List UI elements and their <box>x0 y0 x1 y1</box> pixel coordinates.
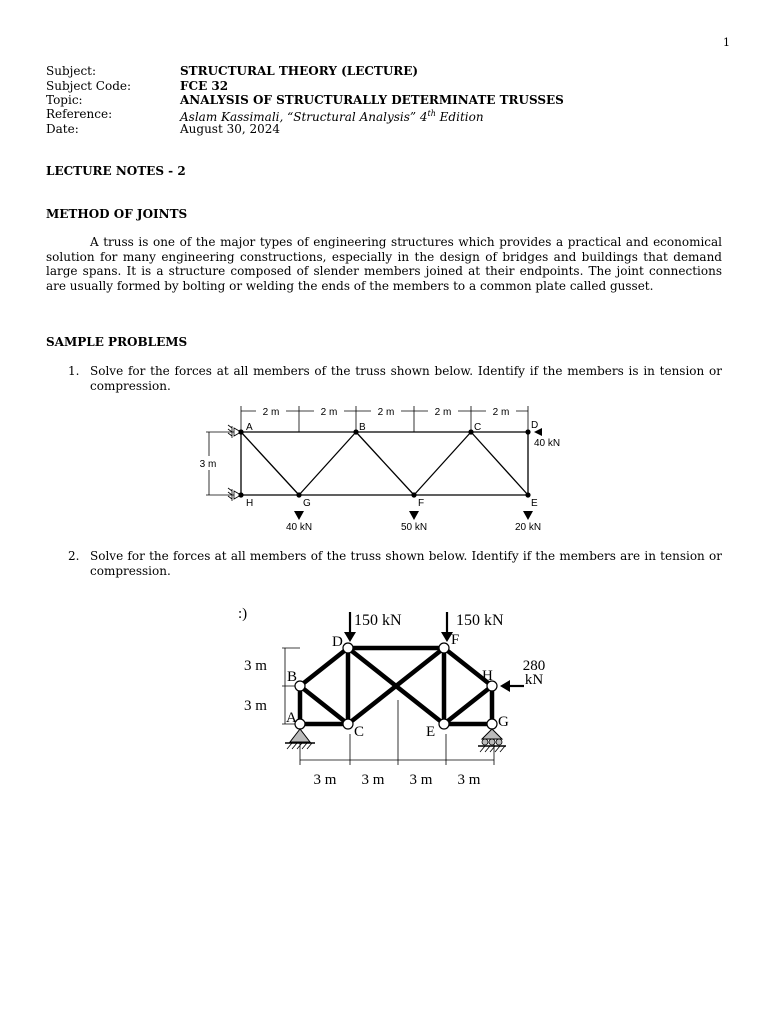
sample-problems-title: SAMPLE PROBLEMS <box>46 335 188 349</box>
subject-value: STRUCTURAL THEORY (LECTURE) <box>180 64 419 78</box>
span-label-2-2: 3 m <box>361 772 385 788</box>
node-label-a-2: A <box>286 710 297 726</box>
span-label-2-4: 3 m <box>457 772 481 788</box>
load-label-f: 50 kN <box>400 522 428 533</box>
node-label-d: D <box>531 420 539 431</box>
node-label-f-2: F <box>451 632 460 648</box>
node-label-a: A <box>246 422 253 433</box>
side-load-unit: kN <box>524 672 544 688</box>
span-label-2-3: 3 m <box>409 772 433 788</box>
date-value: August 30, 2024 <box>180 122 281 136</box>
span-label-1: 2 m <box>262 407 280 418</box>
date-label: Date: <box>46 122 79 136</box>
node-label-g-2: G <box>498 714 509 730</box>
load-label-e: 20 kN <box>514 522 542 533</box>
pin-support-a <box>285 729 315 749</box>
height-label-1: 3 m <box>244 658 267 674</box>
truss-figure-1 <box>190 398 590 538</box>
topic-value: ANALYSIS OF STRUCTURALLY DETERMINATE TRUSSES <box>180 93 564 107</box>
dimension-lines-2 <box>282 648 494 765</box>
node-label-e: E <box>531 498 538 509</box>
span-label-4: 2 m <box>434 407 452 418</box>
dimension-lines-1 <box>206 406 528 495</box>
subject-code-value: FCE 32 <box>180 79 229 93</box>
problem-2-text: Solve for the forces at all members of the truss shown below. Identify if the members are in tension or compression. <box>90 549 722 578</box>
span-label-2-1: 3 m <box>313 772 337 788</box>
node-label-d-2: D <box>332 634 343 650</box>
node-label-e-2: E <box>426 724 436 740</box>
node-label-c-2: C <box>354 724 365 740</box>
node-label-g: G <box>303 498 311 509</box>
truss-members-2 <box>300 648 492 724</box>
roller-support-g <box>478 729 506 752</box>
topic-label: Topic: <box>46 93 83 107</box>
truss-figure-2 <box>230 600 560 795</box>
reference-edition: Edition <box>435 110 484 124</box>
intro-paragraph-text: A truss is one of the major types of engineering structures which provides a practical and economical solution for many engineering constructions, especially in the design of bridges and buildings that demand large spans. It is a structure composed of slender members joined at their endpoints. The joint connections are usually formed by bolting or welding the ends of the members to a common plate called gusset. <box>46 235 722 294</box>
node-label-h-2: H <box>482 668 493 684</box>
load-label-f: 150 kN <box>456 612 504 629</box>
intro-paragraph <box>46 235 722 294</box>
load-label-d: 150 kN <box>354 612 402 629</box>
span-label-3: 2 m <box>377 407 395 418</box>
corner-mark: :) <box>238 606 248 622</box>
load-label-g: 40 kN <box>285 522 313 533</box>
subject-code-label: Subject Code: <box>46 79 132 93</box>
lecture-title: LECTURE NOTES - 2 <box>46 164 186 178</box>
node-label-c: C <box>474 422 482 433</box>
reference-label: Reference: <box>46 107 113 121</box>
side-load-label: 40 kN <box>534 438 561 449</box>
height-label-2: 3 m <box>244 698 267 714</box>
node-label-b: B <box>359 422 366 433</box>
problem-2-number: 2. <box>68 549 80 563</box>
side-load-value: 280 <box>522 658 546 674</box>
node-label-h: H <box>246 498 254 509</box>
section-title: METHOD OF JOINTS <box>46 207 188 221</box>
node-label-b-2: B <box>287 669 298 685</box>
reference-title: Aslam Kassimali, “Structural Analysis” 4 <box>180 110 428 124</box>
problem-1-text: Solve for the forces at all members of the truss shown below. Identify if the members is in tension or compression. <box>90 364 722 393</box>
problem-1-number: 1. <box>68 364 80 378</box>
subject-label: Subject: <box>46 64 97 78</box>
reference-superscript: th <box>427 109 436 118</box>
pin-supports-1 <box>228 425 241 501</box>
height-label: 3 m <box>199 459 217 470</box>
span-label-2: 2 m <box>320 407 338 418</box>
span-label-5: 2 m <box>492 407 510 418</box>
page-number: 1 <box>723 36 730 49</box>
truss-members-1 <box>241 432 528 495</box>
node-label-f: F <box>418 498 425 509</box>
